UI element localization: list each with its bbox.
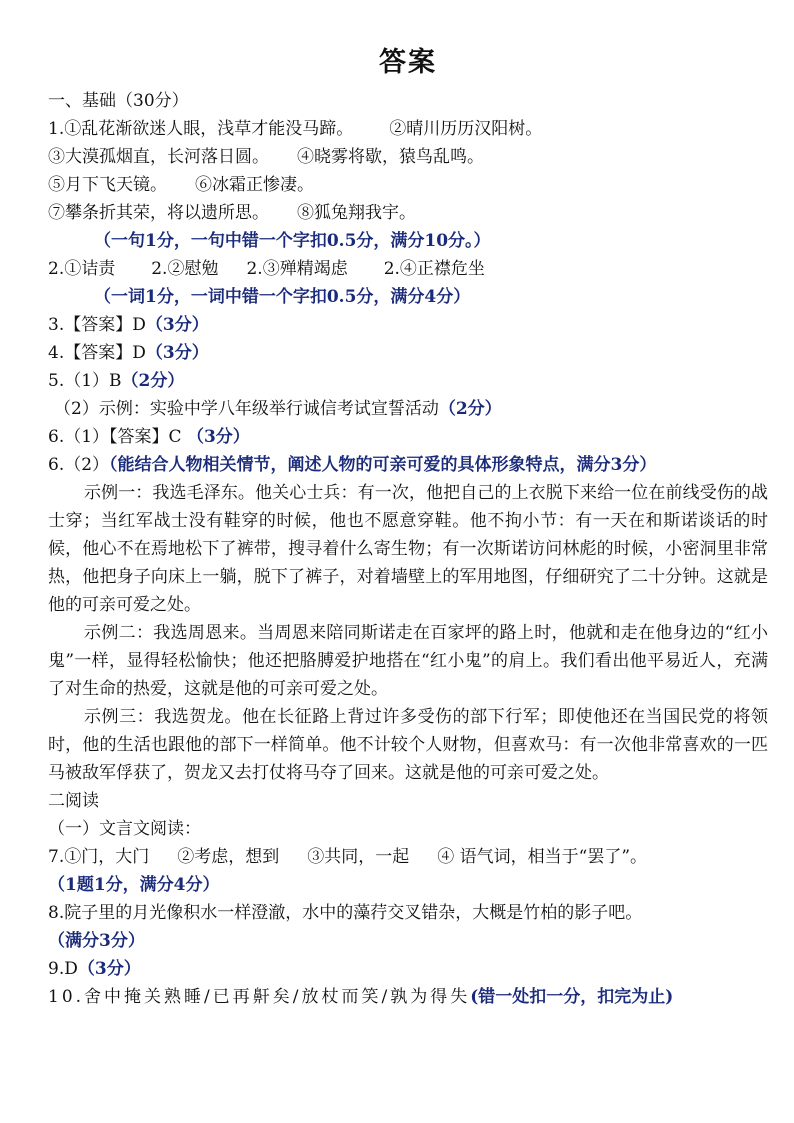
q6-label-2: 6.（2） (48, 455, 110, 475)
q2-line (48, 255, 768, 283)
q5-score-1: （2分） (121, 371, 185, 391)
q1-score-note: （一句1分，一句中错一个字扣0.5分，满分10分。） (94, 231, 491, 251)
q9-score: （3分） (77, 959, 141, 979)
q7-line (48, 843, 768, 871)
q10-answer: 10.舍中掩关熟睡/已再鼾矣/放杖而笑/孰为得失 (48, 987, 471, 1007)
q1-line-3 (48, 171, 768, 199)
section-1-heading: 一、基础（30分） (48, 91, 189, 111)
q3-line (48, 311, 768, 339)
q7-score: （1题1分，满分4分） (48, 875, 220, 895)
q6-part-2 (48, 451, 768, 479)
q8-score: （满分3分） (48, 931, 145, 951)
q2-item-4: 2.④正襟危坐 (383, 259, 485, 279)
q1-item-8: ⑧狐兔翔我宇。 (297, 203, 416, 223)
q10-line (48, 983, 768, 1011)
q5-part-1 (48, 367, 768, 395)
q1-item-6: ⑥冰霜正惨凄。 (195, 175, 314, 195)
section-2-heading: 二阅读 (48, 791, 99, 811)
q6-answer-1: 6.（1）【答案】C (48, 427, 182, 447)
q6-example-2: 示例二：我选周恩来。当周恩来陪同斯诺走在百家坪的路上时，他就和走在他身边的“红小鬼”一样，显得轻松愉快；他还把胳膊爱护地搭在“红小鬼”的肩上。我们看出他平易近人，充满了对生命的热爱，这就是他的可亲可爱之处。 (48, 623, 768, 699)
q7-item-3: ③共同，一起 (307, 847, 410, 867)
page-title: 答案 (379, 47, 437, 78)
section-2-sub-1: （一）文言文阅读： (48, 819, 201, 839)
q4-answer: 4.【答案】D (48, 343, 146, 363)
answer-document (48, 40, 768, 1011)
q1-item-2: ②晴川历历汉阳树。 (389, 119, 543, 139)
q4-score: （3分） (145, 343, 209, 363)
q6-score-1: （3分） (186, 427, 250, 447)
q7-item-4: ④ 语气词，相当于“罢了”。 (437, 847, 648, 867)
q3-answer: 3.【答案】D (48, 315, 146, 335)
q1-line-2 (48, 143, 768, 171)
q9-answer: 9.D (48, 959, 78, 979)
q8-answer: 8.院子里的月光像积水一样澄澈，水中的藻荇交叉错杂，大概是竹柏的影子吧。 (48, 903, 643, 923)
q1-item-1: 1.①乱花渐欲迷人眼，浅草才能没马蹄。 (48, 119, 354, 139)
q1-item-3: ③大漠孤烟直，长河落日圆。 (48, 147, 269, 167)
q2-item-3: 2.③殚精竭虑 (246, 259, 348, 279)
q5-answer-2: （2）示例：实验中学八年级举行诚信考试宣誓活动 (54, 399, 439, 419)
q1-line-1 (48, 115, 768, 143)
q5-answer-1: 5.（1）B (48, 371, 122, 391)
q6-requirement: （能结合人物相关情节，阐述人物的可亲可爱的具体形象特点，满分3分） (109, 455, 657, 475)
q10-score: (错一处扣一分，扣完为止) (470, 987, 674, 1007)
q4-line (48, 339, 768, 367)
q3-score: （3分） (145, 315, 209, 335)
q7-item-1: 7.①门，大门 (48, 847, 150, 867)
q1-item-5: ⑤月下飞天镜。 (48, 175, 167, 195)
q5-part-2 (48, 395, 768, 423)
q7-item-2: ②考虑，想到 (177, 847, 280, 867)
q1-item-7: ⑦攀条折其荣，将以遗所思。 (48, 203, 269, 223)
q2-item-2: 2.②慰勉 (151, 259, 219, 279)
q1-line-4 (48, 199, 768, 227)
q6-example-1: 示例一：我选毛泽东。他关心士兵：有一次，他把自己的上衣脱下来给一位在前线受伤的战士穿；当红军战士没有鞋穿的时候，他也不愿意穿鞋。他不拘小节：有一天在和斯诺谈话的时候，他心不在焉地松下了裤带，搜寻着什么寄生物；有一次斯诺访问林彪的时候，小密洞里非常热，他把身子向床上一躺，脱下了裤子，对着墙壁上的军用地图，仔细研究了二十分钟。这就是他的可亲可爱之处。 (48, 483, 768, 615)
q6-part-1 (48, 423, 768, 451)
q2-score-note: （一词1分，一词中错一个字扣0.5分，满分4分） (94, 287, 471, 307)
q5-score-2: （2分） (438, 399, 502, 419)
q9-line (48, 955, 768, 983)
q1-item-4: ④晓雾将歇，猿鸟乱鸣。 (297, 147, 484, 167)
q6-example-3: 示例三：我选贺龙。他在长征路上背过许多受伤的部下行军；即使他还在当国民党的将领时，他的生活也跟他的部下一样简单。他不计较个人财物，但喜欢马：有一次他非常喜欢的一匹马被敌军俘获了，贺龙又去打仗将马夺了回来。这就是他的可亲可爱之处。 (48, 707, 768, 783)
q2-item-1: 2.①诘责 (48, 259, 116, 279)
